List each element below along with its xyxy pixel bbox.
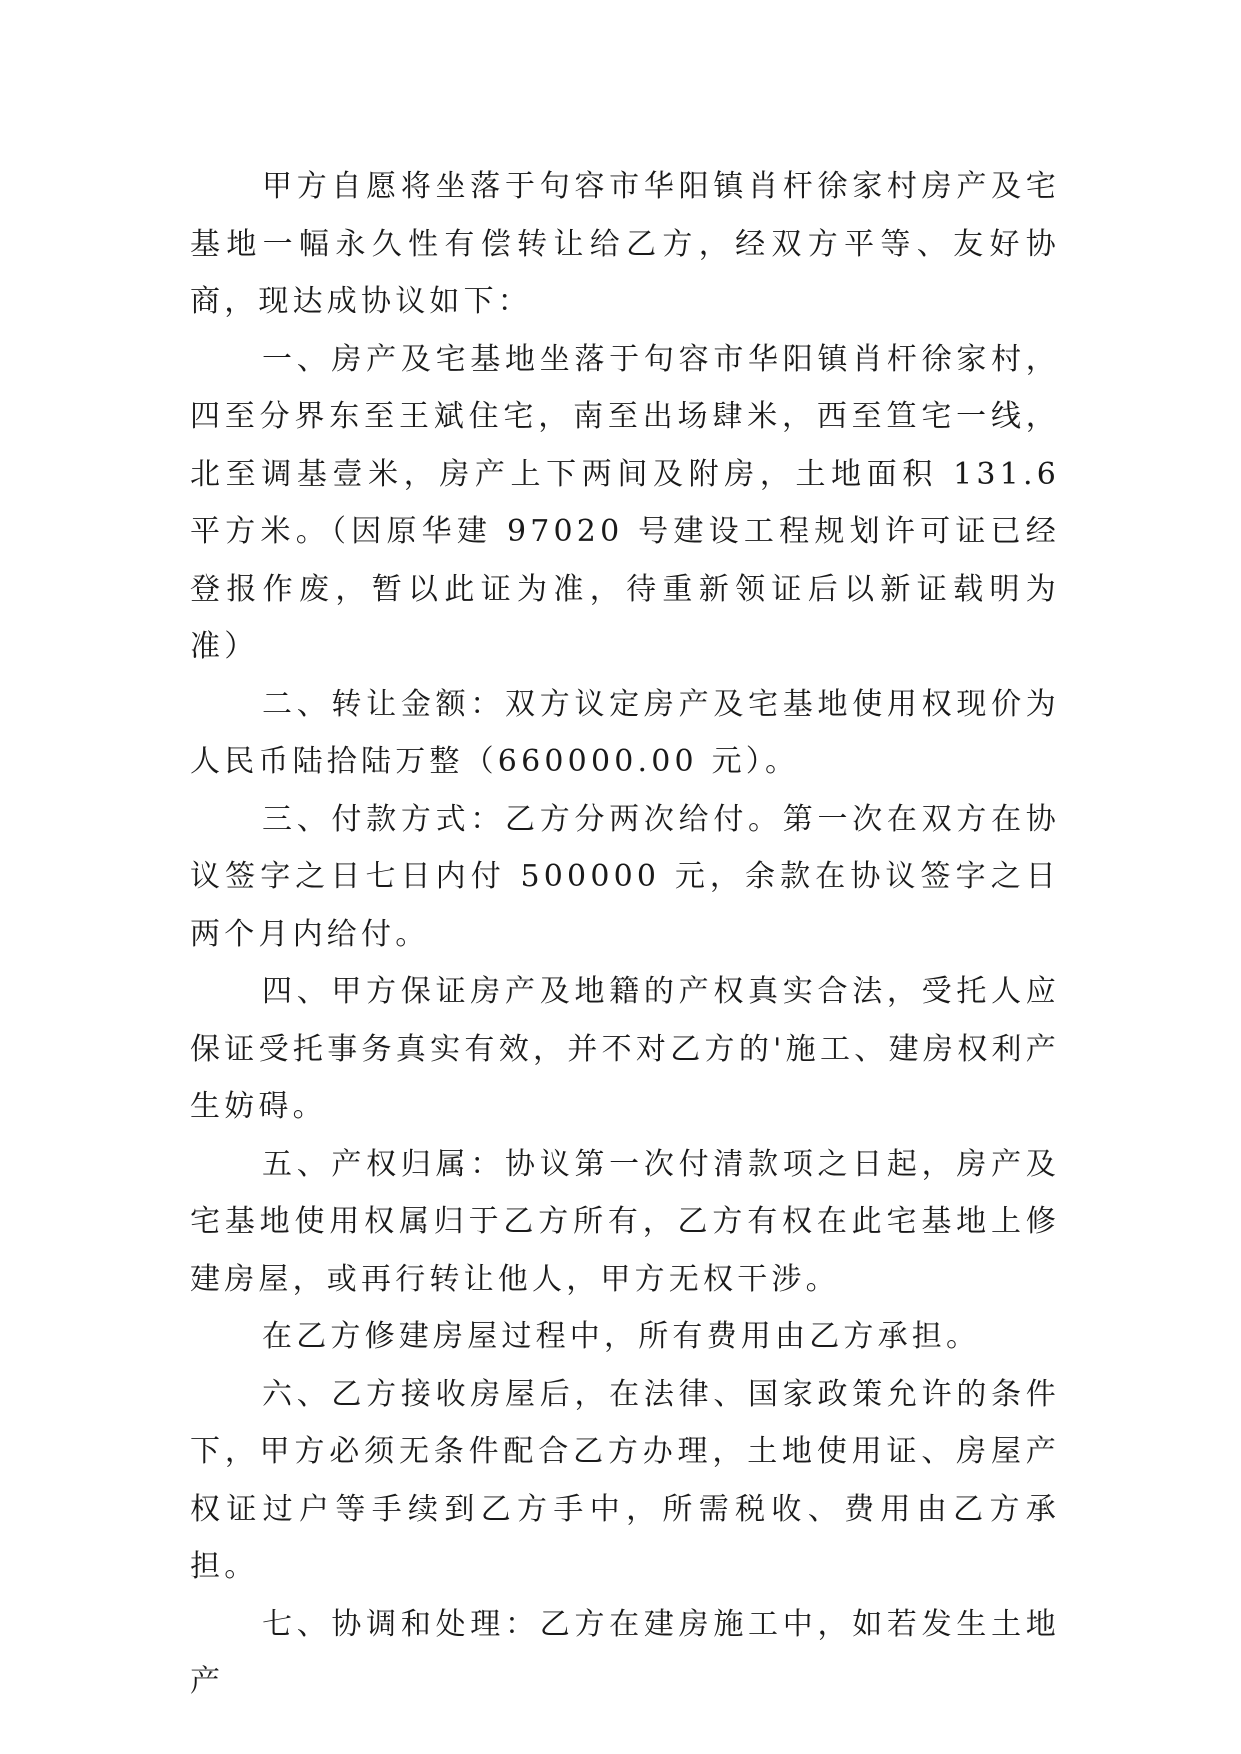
paragraph-clause-6: 六、乙方接收房屋后，在法律、国家政策允许的条件下，甲方必须无条件配合乙方办理，土地使用证、房屋产权证过户等手续到乙方手中，所需税收、费用由乙方承担。 bbox=[190, 1376, 1060, 1584]
paragraph-clause-4: 四、甲方保证房产及地籍的产权真实合法，受托人应保证受托事务真实有效，并不对乙方的'施工、建房权利产生妨碍。 bbox=[190, 974, 1060, 1124]
paragraph-clause-3: 三、付款方式：乙方分两次给付。第一次在双方在协议签字之日七日内付 500000 元，余款在协议签字之日两个月内给付。 bbox=[190, 801, 1060, 952]
paragraph-clause-2: 二、转让金额：双方议定房产及宅基地使用权现价为人民币陆拾陆万整（660000.00 元）。 bbox=[190, 686, 1060, 779]
document-body bbox=[190, 158, 1060, 1711]
paragraph-clause-5: 五、产权归属：协议第一次付清款项之日起，房产及宅基地使用权属归于乙方所有，乙方有权在此宅基地上修建房屋，或再行转让他人，甲方无权干涉。 bbox=[190, 1146, 1060, 1297]
paragraph-clause-1: 一、房产及宅基地坐落于句容市华阳镇肖杆徐家村，四至分界东至王斌住宅，南至出场肆米，西至笪宅一线，北至调基壹米，房产上下两间及附房，土地面积 131.6 平方米。（因原华建 97020 号建设工程规划许可证已经登报作废，暂以此证为准，待重新领证后以新证载明为准） bbox=[190, 341, 1060, 664]
paragraph-clause-7: 七、协调和处理：乙方在建房施工中，如若发生土地产 bbox=[190, 1606, 1060, 1699]
paragraph-clause-5-note: 在乙方修建房屋过程中，所有费用由乙方承担。 bbox=[262, 1319, 981, 1354]
paragraph-intro: 甲方自愿将坐落于句容市华阳镇肖杆徐家村房产及宅基地一幅永久性有偿转让给乙方，经双方平等、友好协商，现达成协议如下： bbox=[190, 169, 1060, 319]
